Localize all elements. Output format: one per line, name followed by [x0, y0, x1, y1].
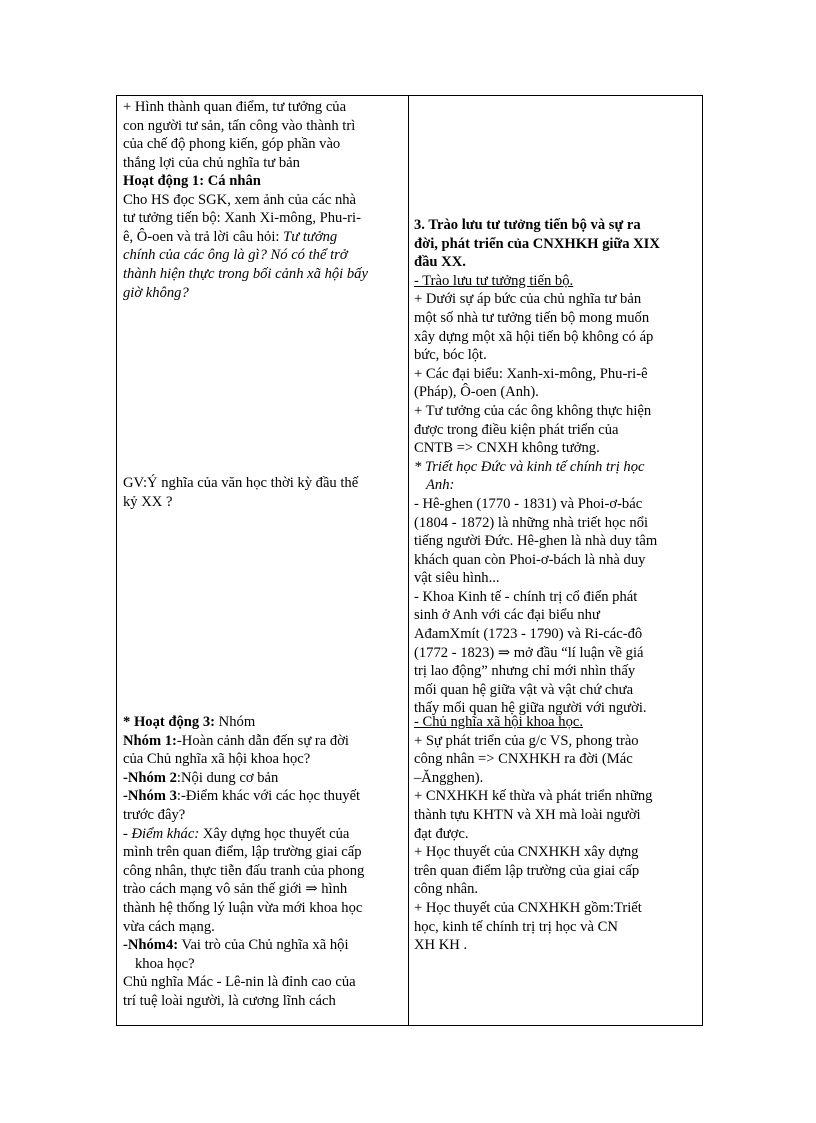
group-label: -Nhóm 2 [123, 769, 177, 786]
subheading: - Chủ nghĩa xã hội khoa học. [414, 714, 584, 730]
text-line: trào cách mạng vô sản thế giới ⇒ hình [123, 881, 348, 898]
text-line: thành tựu KHTN và XH mà loài người [414, 806, 641, 823]
group-label: -Nhóm4: [123, 937, 179, 954]
text-line: trí tuệ loài người, là cương lĩnh cách [123, 992, 336, 1009]
text-line: thành hệ thống lý luận vừa mới khoa học [123, 899, 363, 916]
text-line: thắng lợi của chủ nghĩa tư bản [123, 154, 300, 171]
text-line: kỷ XX ? [123, 493, 173, 510]
text-line: CNTB => CNXH không tưởng. [414, 440, 600, 457]
teacher-question-block [123, 474, 405, 511]
lesson-table [116, 95, 703, 1026]
section-title: đời, phát triển của CNXHKH giữa XIX [414, 235, 660, 252]
text-line: khách quan còn Phoi-ơ-bách là nhà duy [414, 551, 646, 568]
text-line: con người tư sản, tấn công vào thành trì [123, 117, 356, 134]
text-span: Xây dựng học thuyết của [199, 825, 350, 842]
activity-1-block [123, 172, 405, 302]
text-line: + Hình thành quan điểm, tư tưởng của [123, 99, 347, 115]
text-line: mình trên quan điểm, lập trường giai cấp [123, 844, 362, 861]
text-line: công nhân, thực tiễn đấu tranh của phong [123, 862, 365, 879]
subheading: - Trào lưu tư tưởng tiến bộ. [414, 272, 574, 289]
text-line: + Sự phát triển của g/c VS, phong trào [414, 732, 639, 749]
content-column [409, 96, 703, 1026]
text-line: bức, bóc lột. [414, 347, 487, 364]
text-line: + CNXHKH kế thừa và phát triển những [414, 788, 653, 805]
question-text: thành hiện thực trong bối cảnh xã hội bấy [123, 265, 368, 282]
text-line: thấy mối quan hệ giữa người với người. [414, 700, 647, 717]
teacher-activity-column [117, 96, 409, 1026]
group-label: -Nhóm 3 [123, 788, 177, 805]
text-line: GV:Ý nghĩa của văn học thời kỳ đầu thế [123, 475, 359, 491]
text-line: trị lao động” nhưng chỉ mới nhìn thấy [414, 663, 636, 680]
group-1-question [123, 732, 405, 751]
text-line: Cho HS đọc SGK, xem ảnh của các nhà [123, 191, 357, 208]
text-line: + Học thuyết của CNXHKH xây dựng [414, 844, 639, 861]
activity-3-mode: Nhóm [215, 714, 256, 730]
text-line: sinh ở Anh với các đại biểu như [414, 607, 600, 624]
text-line: của chế độ phong kiến, góp phần vào [123, 136, 341, 153]
text-line: (1772 - 1823) ⇒ mở đầu “lí luận về giá [414, 644, 644, 661]
question-text: giờ không? [123, 284, 189, 301]
text-line: của Chủ nghĩa xã hội khoa học? [123, 751, 311, 768]
text-line: (1804 - 1872) là những nhà triết học nổi [414, 514, 649, 531]
text-line: được trong điều kiện phát triển của [414, 421, 619, 438]
text-line: trước đây? [123, 806, 186, 823]
text-line: tiếng người Đức. Hê-ghen là nhà duy tâm [414, 533, 658, 550]
text-line: - Hê-ghen (1770 - 1831) và Phoi-ơ-bác [414, 495, 643, 512]
question-text: Tư tưởng [283, 228, 338, 245]
text-line: + Dưới sự áp bức của chủ nghĩa tư bản [414, 291, 642, 308]
text-line: tư tưởng tiến bộ: Xanh Xi-mông, Phu-ri- [123, 210, 361, 227]
text-line: học, kinh tế chính trị trị học và CN [414, 918, 618, 935]
text-line: vừa cách mạng. [123, 918, 215, 935]
text-line: khoa học? [135, 955, 195, 972]
text-line: AđamXmít (1723 - 1790) và Ri-các-đô [414, 626, 643, 643]
subheading: * Triết học Đức và kinh tế chính trị học [414, 458, 645, 475]
group-text: -Hoàn cảnh dẫn đến sự ra đời [176, 732, 349, 749]
text-line: một số nhà tư tưởng tiến bộ mong muốn [414, 309, 650, 326]
text-line: vật siêu hình... [414, 570, 500, 587]
group-text: :-Điểm khác với các học thuyết [176, 788, 361, 805]
section-title: đầu XX. [414, 254, 466, 271]
group-3-question [123, 787, 405, 806]
activity-3-title [123, 713, 405, 732]
text-line [123, 228, 405, 247]
section-title: 3. Trào lưu tư tưởng tiến bộ và sự ra [414, 217, 641, 233]
text-line: + Học thuyết của CNXHKH gồm:Triết [414, 899, 642, 916]
text-line: - Khoa Kinh tế - chính trị cổ điển phát [414, 588, 638, 605]
text-line: –Ăngghen). [414, 769, 484, 786]
text-line: (Pháp), Ô-oen (Anh). [414, 384, 539, 401]
difference-line [123, 825, 405, 844]
text-line: Chủ nghĩa Mác - Lê-nin là đỉnh cao của [123, 974, 356, 991]
scientific-socialism-block [414, 713, 700, 955]
subheading: Anh: [426, 477, 455, 494]
group-2-question [123, 769, 405, 788]
text-line: xây dựng một xã hội tiến bộ không có áp [414, 328, 654, 345]
text-line: XH KH . [414, 937, 468, 954]
group-text: Vai trò của Chủ nghĩa xã hội [178, 937, 349, 954]
group-4-question [123, 936, 405, 955]
text-line: + Các đại biểu: Xanh-xi-mông, Phu-ri-ê [414, 365, 648, 382]
intro-block [123, 98, 405, 172]
text-line: đạt được. [414, 825, 469, 842]
activity-1-title: Hoạt động 1: Cá nhân [123, 173, 261, 189]
difference-label: - Điểm khác: [123, 825, 200, 842]
text-line: mối quan hệ giữa vật và vật chứ chưa [414, 681, 634, 698]
section-3-block [414, 216, 700, 718]
text-span: ê, Ô-oen và trả lời câu hỏi: [123, 228, 280, 245]
text-line: công nhân. [414, 881, 479, 898]
text-line: trên quan điểm lập trường của giai cấp [414, 862, 640, 879]
group-text: :Nội dung cơ bản [176, 769, 279, 786]
text-line: công nhân => CNXHKH ra đời (Mác [414, 751, 633, 768]
table-row [117, 96, 703, 1026]
question-text: chính của các ông là gì? Nó có thể trở [123, 247, 348, 264]
group-label: Nhóm 1: [123, 732, 177, 749]
text-line: + Tư tưởng của các ông không thực hiện [414, 402, 652, 419]
activity-3-label: * Hoạt động 3: [123, 714, 216, 730]
activity-3-block [123, 713, 405, 1011]
